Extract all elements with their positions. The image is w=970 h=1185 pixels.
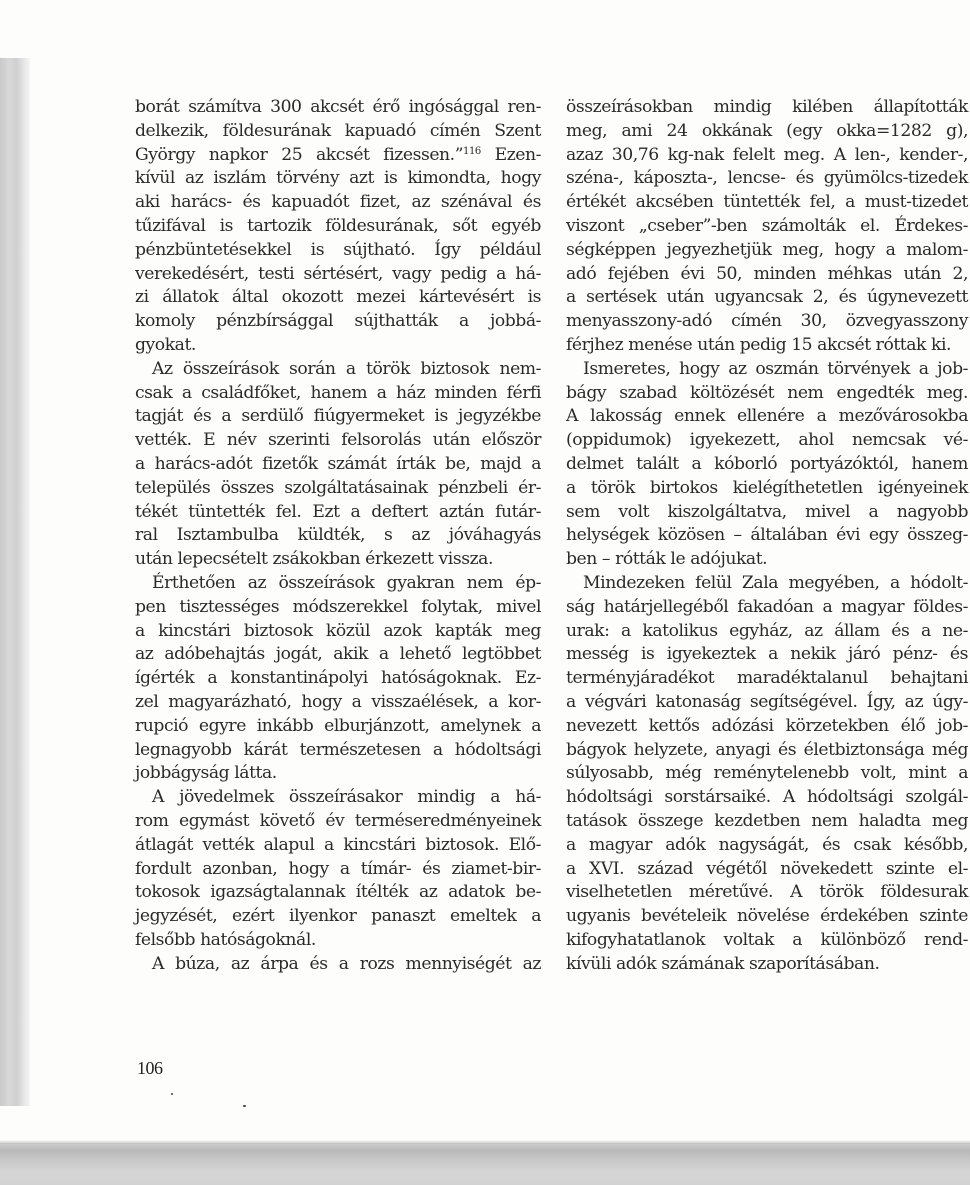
paragraph-first-line: Ismeretes, hogy az oszmán törvények a job- — [583, 358, 968, 379]
text-line: összeírásokban mindig kilében állapították — [566, 97, 968, 117]
text-line: a magyar adók nagyságát, és csak később, — [566, 834, 968, 855]
text-line: pénzbüntetésekkel is sújtható. Így például — [135, 239, 541, 260]
text-line: tagját és a serdülő fiúgyermeket is jegyzékbe — [135, 406, 541, 427]
text-line: zel magyarázható, hogy a visszaélések, a kor- — [135, 691, 541, 712]
text-line: ugyanis bevételeik növelése érdekében szinte — [566, 906, 968, 927]
text-line: férjhez menése után pedig 15 akcsét róttak ki. — [566, 334, 952, 355]
text-line: a harács-adót fizetők számát írták be, majd a — [135, 453, 541, 474]
text-line: település összes szolgáltatásainak pénzbeli ér- — [135, 477, 541, 498]
text-line: ségképpen jegyezhetjük meg, hogy a malom- — [566, 239, 968, 260]
text-line: a sertések után ugyancsak 2, és úgynevezett — [566, 287, 968, 308]
paragraph-first-line: A jövedelmek összeírásakor mindig a há- — [152, 787, 541, 808]
text-line: kívül az iszlám törvény azt is kimondta, hogy — [135, 168, 541, 189]
text-line: urak: a katolikus egyház, az állam és a ne- — [566, 620, 968, 641]
text-line: rupció egyre inkább elburjánzott, amelynek a — [135, 715, 541, 736]
text-line: György napkor 25 akcsét fizessen.”$^{116}$ Ezen- — [135, 144, 541, 165]
text-line: messég is igyekeztek a nekik járó pénz- és — [566, 644, 968, 665]
paper-speck — [243, 1105, 246, 1107]
page-bottom-edge — [0, 1143, 970, 1185]
text-line: a kincstári biztosok közül azok kapták meg — [135, 620, 541, 641]
paper-speck — [171, 1093, 173, 1095]
paragraph-first-line: Mindezeken felül Zala megyében, a hódolt- — [583, 572, 968, 593]
text-line: hódoltsági sorstársaiké. A hódoltsági szolgál- — [566, 787, 968, 808]
text-line: tűzifával is tartozik földesurának, sőt egyéb — [135, 215, 541, 236]
text-line: zi állatok által okozott mezei kártevésért is — [135, 287, 541, 308]
text-line: kívüli adók számának szaporításában. — [566, 953, 880, 974]
text-line: meg, ami 24 okkának (egy okka=1282 g), — [566, 120, 968, 141]
text-line: A lakosság ennek ellenére a mezővárosokba — [566, 406, 968, 427]
text-line: adó fejében évi 50, minden méhkas után 2, — [566, 263, 968, 284]
text-line: fordult azonban, hogy a tímár- és ziamet-bir- — [135, 858, 541, 879]
text-line: átlagát vették alapul a kincstári biztosok. Elő- — [135, 834, 541, 855]
text-line: csak a családfőket, hanem a ház minden férfi — [135, 382, 541, 403]
footnote-marker: 116 — [463, 145, 481, 157]
text-line: komoly pénzbírsággal sújthatták a jobbá- — [135, 311, 541, 332]
text-line: rom egymást követő év terméseredményeinek — [135, 810, 541, 831]
text-line: jegyzését, ezért ilyenkor panaszt emeltek a — [135, 906, 541, 927]
text-line: gyokat. — [135, 334, 196, 355]
text-line: sem volt kiszolgáltatva, mivel a nagyobb — [566, 501, 968, 522]
text-line: menyasszony-adó címén 30, özvegyasszony — [566, 311, 968, 332]
text-line: a végvári katonaság segítségével. Így, az úgy- — [566, 691, 968, 712]
text-line: széna-, káposzta-, lencse- és gyümölcs-tizedek — [566, 168, 968, 189]
text-line: tokosok igazságtalannak ítélték az adatok be- — [135, 882, 541, 903]
text-line: értékét akcsében tüntették fel, a must-tizedet — [566, 192, 968, 213]
text-line: ben – rótták le adójukat. — [566, 549, 768, 570]
text-line: súlyosabb, még reménytelenebb volt, mint a — [566, 763, 968, 784]
text-line: ígérték a konstantinápolyi hatóságoknak. Ez- — [135, 668, 541, 689]
text-line: viselhetetlen méretűvé. A török földesurak — [566, 882, 968, 903]
text-line: tatások összege kezdetben nem haladta meg — [566, 810, 968, 831]
text-line: az adóbehajtás jogát, akik a lehető legtöbbet — [135, 644, 541, 665]
paragraph-first-line: Érthetően az összeírások gyakran nem ép- — [152, 572, 541, 593]
paragraph-first-line: Az összeírások során a török biztosok nem- — [152, 358, 541, 379]
text-line: ral Isztambulba küldték, s az jóváhagyás — [135, 525, 541, 546]
text-line: nevezett kettős adózási körzetekben élő job- — [566, 715, 968, 736]
page-number: 106 — [137, 1058, 163, 1078]
text-line: felsőbb hatóságoknál. — [135, 929, 316, 950]
text-line: terményjáradékot maradéktalanul behajtani — [566, 668, 968, 689]
text-line: azaz 30,76 kg-nak felelt meg. A len-, kender-, — [566, 144, 968, 165]
text-line: kifogyhatatlanok voltak a különböző rend- — [566, 929, 968, 950]
text-line: legnagyobb kárát természetesen a hódoltsági — [135, 739, 541, 760]
text-line: bágyok helyzete, anyagi és életbiztonsága még — [566, 739, 968, 760]
left-text-column — [135, 96, 541, 976]
text-line: borát számítva 300 akcsét érő ingósággal ren- — [135, 97, 541, 117]
text-line: verekedésért, testi sértésért, vagy pedig a há- — [135, 263, 541, 284]
text-line: helységek közösen – általában évi egy összeg- — [566, 525, 968, 546]
text-line: delmet talált a kóborló portyázóktól, hanem — [566, 453, 968, 474]
book-gutter-shadow — [0, 58, 30, 1106]
text-line: jobbágyság látta. — [135, 763, 277, 784]
text-line: tékét tüntették fel. Ezt a deftert aztán futár- — [135, 501, 541, 522]
text-line: aki harács- és kapuadót fizet, az szénával és — [135, 192, 541, 213]
text-line: pen tisztességes módszerekkel folytak, mivel — [135, 596, 541, 617]
text-line: bágy szabad költözését nem engedték meg. — [566, 382, 968, 403]
paragraph-first-line: A búza, az árpa és a rozs mennyiségét az — [152, 953, 541, 974]
text-line: viszont „cseber”-ben számolták el. Érdekes- — [566, 215, 968, 236]
text-line: után lepecsételt zsákokban érkezett vissza. — [135, 549, 493, 570]
right-text-column — [566, 96, 968, 976]
text-line: a XVI. század végétől növekedett szinte el- — [566, 858, 968, 879]
text-line: vették. E név szerinti felsorolás után először — [135, 430, 541, 451]
text-line: ság határjellegéből fakadóan a magyar földes- — [566, 596, 968, 617]
text-line: a török birtokos kielégíthetetlen igényeinek — [566, 477, 968, 498]
text-line: (oppidumok) igyekezett, ahol nemcsak vé- — [566, 430, 968, 451]
text-line: delkezik, földesurának kapuadó címén Szent — [135, 120, 541, 141]
